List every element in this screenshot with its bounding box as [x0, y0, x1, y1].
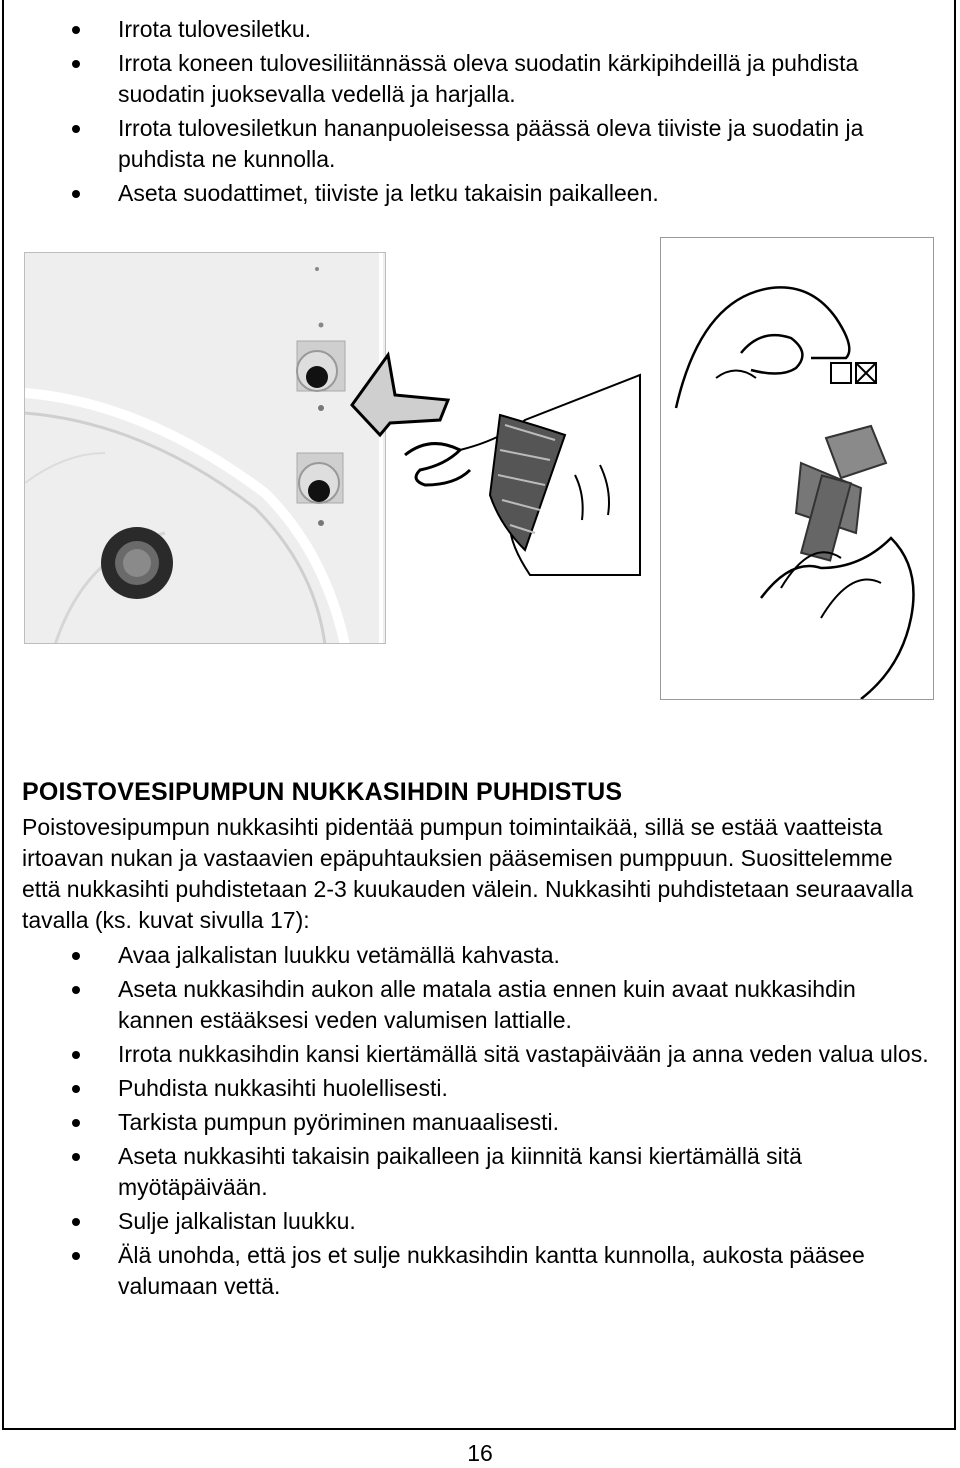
list-item: Puhdista nukkasihti huolellisesti. — [0, 1073, 960, 1104]
bullet-icon — [72, 190, 80, 198]
bullet-icon — [72, 1153, 80, 1161]
hose-filter-illustration — [660, 237, 934, 700]
list-item: Aseta nukkasihdin aukon alle matala astia ennen kuin avaat nukkasihdin kannen estääksesi veden valumisen lattialle. — [0, 974, 960, 1036]
list-item: Irrota koneen tulovesiliitännässä oleva suodatin kärkipihdeillä ja puhdista suodatin juoksevalla vedellä ja harjalla. — [0, 48, 960, 110]
cleaning-steps-list — [0, 940, 960, 1305]
pliers-illustration — [350, 345, 650, 580]
bullet-icon — [72, 125, 80, 133]
list-item: Älä unohda, että jos et sulje nukkasihdin kantta kunnolla, aukosta pääsee valumaan vettä. — [0, 1240, 960, 1302]
list-item: Aseta suodattimet, tiiviste ja letku takaisin paikalleen. — [0, 178, 960, 209]
bullet-icon — [72, 1051, 80, 1059]
bullet-icon — [72, 952, 80, 960]
list-item: Irrota tulovesiletku. — [0, 14, 960, 45]
bullet-icon — [72, 1218, 80, 1226]
list-item: Aseta nukkasihti takaisin paikalleen ja kiinnitä kansi kiertämällä sitä myötäpäivään. — [0, 1141, 960, 1203]
section-heading: POISTOVESIPUMPUN NUKKASIHDIN PUHDISTUS — [22, 778, 623, 806]
bullet-icon — [72, 1119, 80, 1127]
bullet-icon — [72, 986, 80, 994]
list-item: Tarkista pumpun pyöriminen manuaalisesti. — [0, 1107, 960, 1138]
section-intro: Poistovesipumpun nukkasihti pidentää pumpun toimintaikää, sillä se estää vaatteista irtoavan nukan ja vastaavien epäpuhtauksien pääsemisen pumppuun. Suosittelemme että nukkasihti puhdistetaan 2-3 kuukauden välein. Nukkasihti puhdistetaan seuraavalla tavalla (ks. kuvat sivulla 17): — [22, 814, 914, 933]
top-instruction-list — [0, 14, 960, 212]
bullet-icon — [72, 60, 80, 68]
bullet-icon — [72, 26, 80, 34]
list-item: Irrota nukkasihdin kansi kiertämällä sitä vastapäivään ja anna veden valua ulos. — [0, 1039, 960, 1070]
bullet-icon — [72, 1252, 80, 1260]
list-item: Sulje jalkalistan luukku. — [0, 1206, 960, 1237]
list-item: Irrota tulovesiletkun hananpuoleisessa päässä oleva tiiviste ja suodatin ja puhdista ne kunnolla. — [0, 113, 960, 175]
bullet-icon — [72, 1085, 80, 1093]
page-number: 16 — [467, 1440, 493, 1466]
list-item: Avaa jalkalistan luukku vetämällä kahvasta. — [0, 940, 960, 971]
machine-back-panel-image — [24, 252, 386, 644]
